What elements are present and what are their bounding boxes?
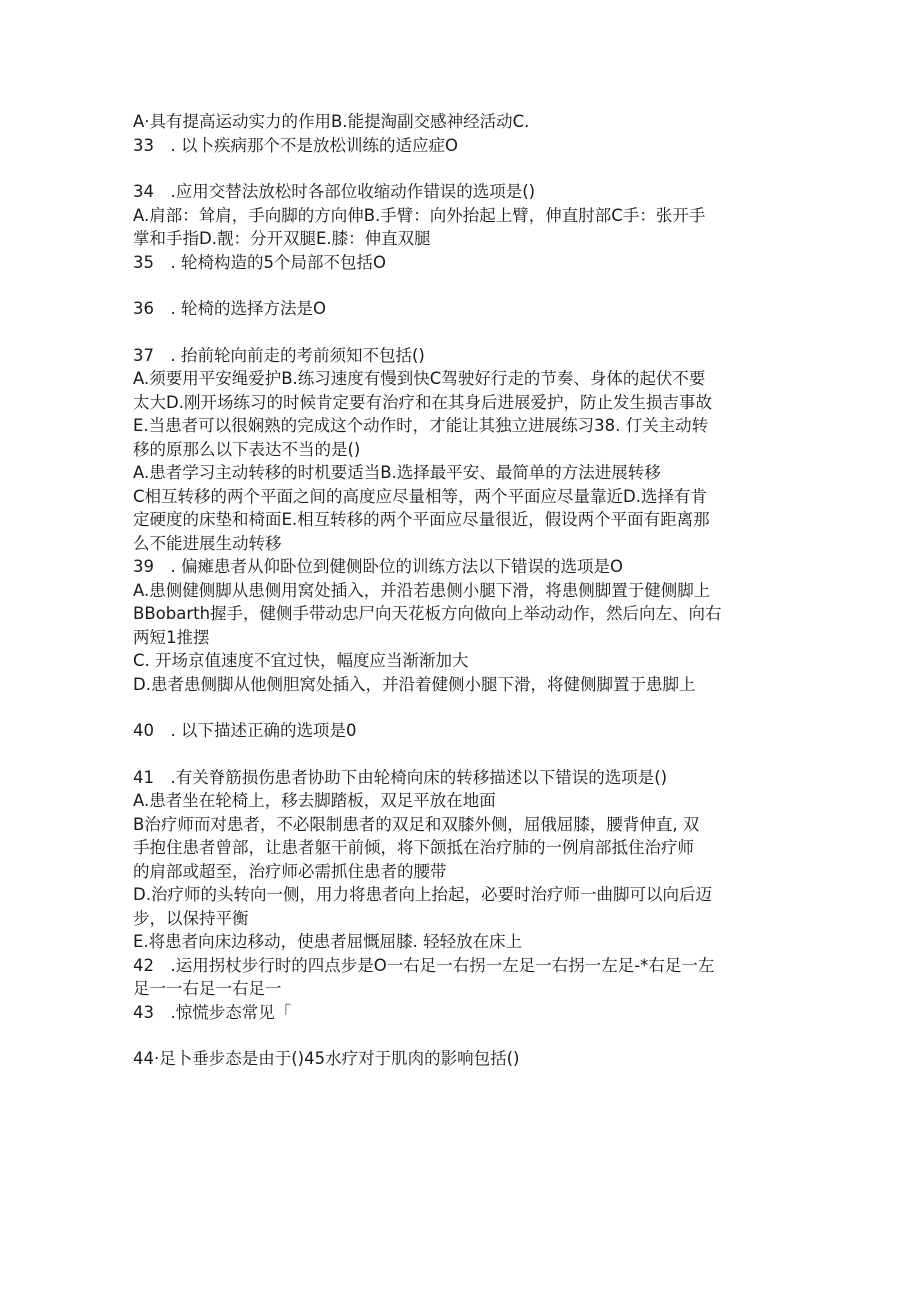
spacer	[133, 157, 793, 180]
option-line: 掌和手指D.靓：分开双腿E.膝：伸直双腿	[133, 229, 431, 248]
question-38-cont: 移的原那么以下表达不当的是()	[133, 439, 361, 459]
option-line: BBobarth握手，健侧手带动忠尸向天花板方向做向上举动动作，然后向左、向右	[133, 604, 722, 623]
question-43: 43 .惊慌步态常见「	[133, 1002, 292, 1022]
spacer	[133, 321, 793, 344]
option-line: A.患侧健侧脚从患侧用窝处插入，并沿若患侧小腿下滑，将患侧脚置于健侧脚上	[133, 580, 711, 600]
question-36: 36 . 轮椅的选择方法是O	[133, 299, 326, 318]
question-41: 41 .有关脊筋损伤患者协助下由轮椅向床的转移描述以下错误的选项是()	[133, 767, 668, 787]
option-line: A.须要用平安绳爱护B.练习速度有慢到快C驾驶好行走的节奏、身体的起伏不要	[133, 369, 706, 388]
option-line: B治疗师而对患者，不必限制患者的双足和双膝外侧，屈俄屈膝，腰背伸直, 双	[133, 814, 700, 834]
option-line: 足一一右足一右足一	[133, 979, 282, 998]
option-line: D.治疗师的头转向一侧，用力将患者向上抬起，必要时治疗师一曲脚可以向后迈	[133, 885, 712, 904]
option-line: 的肩部或超至，治疗师必需抓住患者的腰带	[133, 861, 447, 881]
question-40: 40 . 以下描述正确的选项是0	[133, 721, 357, 740]
option-line: A.患者学习主动转移的时机要适当B.选择最平安、最简单的方法进展转移	[133, 463, 661, 482]
option-line: 两短1推摆	[133, 627, 210, 647]
question-34: 34 .应用交替法放松时各部位收缩动作错误的选项是()	[133, 182, 536, 201]
option-line: C. 开场京值速度不宜过快，幅度应当渐渐加大	[133, 651, 469, 670]
spacer	[133, 1024, 793, 1047]
spacer	[133, 696, 793, 719]
option-line: E.当患者可以很娴熟的完成这个动作时，才能让其独立进展练习38. 仃关主动转	[133, 416, 709, 435]
option-line: A.肩部：耸肩，手向脚的方向伸B.手臂：向外抬起上臂，伸直肘部C手：张开手	[133, 205, 706, 225]
option-line: A·具有提高运动实力的作用B.能提淘副交感神经活动C.	[133, 112, 530, 131]
spacer	[133, 743, 793, 766]
option-line: 定硬度的床垫和椅面E.相互转移的两个平面应尽量很近，假设两个平面有距离那	[133, 510, 710, 529]
question-35: 35 . 轮椅构造的5个局部不包括O	[133, 252, 386, 272]
option-line: A.患者坐在轮椅上，移去脚踏板，双足平放在地面	[133, 791, 496, 810]
option-line: 太大D.刚开场练习的时候肯定要有治疗和在其身后进展爱护，防止发生损吉事故	[133, 392, 712, 412]
question-42: 42 .运用拐杖步行时的四点步是O一右足一右拐一左足一右拐一左足-*右足一左	[133, 955, 715, 975]
option-line: C相互转移的两个平面之间的高度应尽量相等，两个平面应尽量靠近D.选择有肯	[133, 486, 707, 506]
option-line: 步，以保持平衡	[133, 908, 249, 928]
question-33: 33 . 以卜疾病那个不是放松训练的适应症O	[133, 135, 458, 155]
question-37: 37 . 抬前轮向前走的考前须知不包括()	[133, 345, 425, 365]
document-body	[133, 110, 793, 1071]
option-line: D.患者患侧脚从他侧胆窝处插入，并沿着健侧小腿下滑，将健侧脚置于患脚上	[133, 674, 696, 694]
question-39: 39 . 偏瘫患者从仰卧位到健侧卧位的训练方法以下错误的选项是O	[133, 557, 623, 576]
option-line: 手抱住患者曾部，让患者躯干前倾，将下颌抵在治疗肺的一例肩部抵住治疗师	[133, 838, 694, 857]
option-line: E.将患者向床边移动，使患者屈慨屈膝. 轻轻放在床上	[133, 932, 523, 951]
question-44-45: 44·足卜垂步态是由于()45水疗对于肌肉的影响包括()	[133, 1049, 520, 1068]
spacer	[133, 274, 793, 297]
option-line: 么不能进展生动转移	[133, 533, 282, 553]
